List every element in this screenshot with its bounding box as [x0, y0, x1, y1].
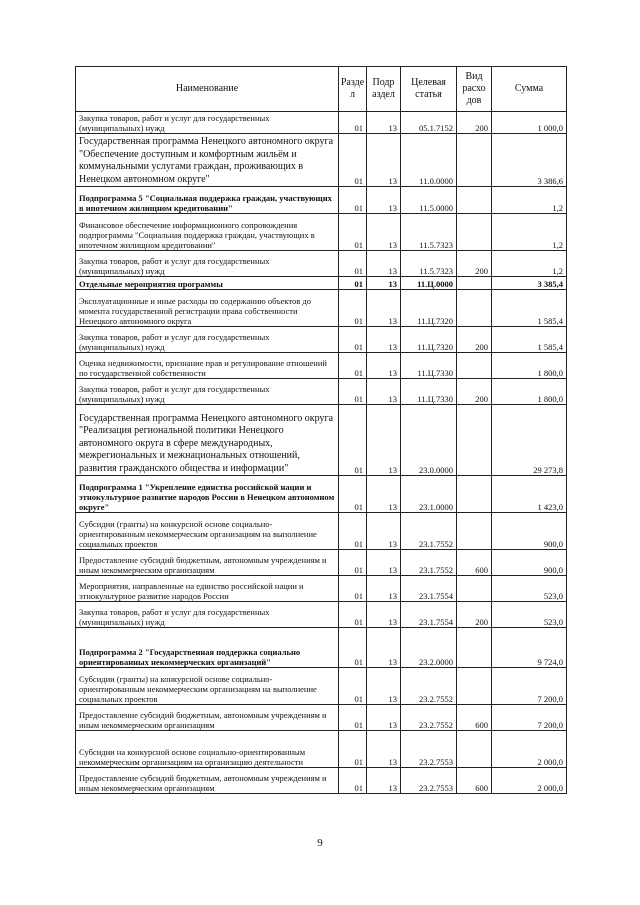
table-row — [76, 277, 567, 290]
cell-section: 01 — [339, 576, 367, 602]
cell-subsection: 13 — [367, 134, 401, 187]
table-row — [76, 668, 567, 705]
cell-target: 11.5.0000 — [401, 187, 457, 214]
cell-target: 23.0.0000 — [401, 405, 457, 476]
cell-sum: 7 200,0 — [492, 668, 567, 705]
cell-subsection: 13 — [367, 550, 401, 576]
cell-name: Закупка товаров, работ и услуг для государственных (муниципальных) нужд — [76, 327, 339, 353]
cell-type — [457, 134, 492, 187]
cell-sum: 523,0 — [492, 576, 567, 602]
cell-sum: 2 000,0 — [492, 768, 567, 794]
cell-type — [457, 513, 492, 550]
table-row — [76, 187, 567, 214]
cell-type — [457, 214, 492, 251]
table-row — [76, 768, 567, 794]
cell-name: Подпрограмма 5 "Социальная поддержка граждан, участвующих в ипотечном жилищном кредитовании" — [76, 187, 339, 214]
header-type: Вид расхо дов — [457, 67, 492, 112]
cell-section: 01 — [339, 214, 367, 251]
cell-subsection: 13 — [367, 214, 401, 251]
cell-sum: 9 724,0 — [492, 628, 567, 668]
cell-type: 200 — [457, 112, 492, 134]
cell-type — [457, 668, 492, 705]
header-name: Наименование — [76, 67, 339, 112]
cell-name: Предоставление субсидий бюджетным, автономным учреждениям и иным некоммерческим организациям — [76, 768, 339, 794]
cell-name: Закупка товаров, работ и услуг для государственных (муниципальных) нужд — [76, 251, 339, 277]
table-row — [76, 405, 567, 476]
cell-type: 200 — [457, 251, 492, 277]
cell-target: 23.1.0000 — [401, 476, 457, 513]
cell-type: 200 — [457, 379, 492, 405]
cell-type: 200 — [457, 602, 492, 628]
cell-name: Субсидии (гранты) на конкурсной основе социально-ориентированным некоммерческим организациям на выполнение социальных проектов — [76, 513, 339, 550]
cell-subsection: 13 — [367, 731, 401, 768]
cell-target: 11.Ц.7320 — [401, 290, 457, 327]
cell-section: 01 — [339, 112, 367, 134]
cell-name: Эксплуатационные и иные расходы по содержанию объектов до момента государственной регистрации права собственности Ненецкого автономного округа — [76, 290, 339, 327]
table-row — [76, 379, 567, 405]
cell-target: 23.1.7554 — [401, 576, 457, 602]
cell-type — [457, 353, 492, 379]
cell-target: 23.1.7552 — [401, 513, 457, 550]
cell-section: 01 — [339, 550, 367, 576]
table-row — [76, 214, 567, 251]
cell-subsection: 13 — [367, 768, 401, 794]
cell-subsection: 13 — [367, 705, 401, 731]
cell-type: 600 — [457, 768, 492, 794]
cell-target: 11.Ц.7330 — [401, 379, 457, 405]
table-row — [76, 602, 567, 628]
cell-subsection: 13 — [367, 251, 401, 277]
cell-subsection: 13 — [367, 290, 401, 327]
table-row — [76, 251, 567, 277]
cell-type: 200 — [457, 327, 492, 353]
cell-section: 01 — [339, 187, 367, 214]
cell-subsection: 13 — [367, 379, 401, 405]
cell-name: Закупка товаров, работ и услуг для государственных (муниципальных) нужд — [76, 602, 339, 628]
cell-subsection: 13 — [367, 277, 401, 290]
cell-target: 05.1.7152 — [401, 112, 457, 134]
table-row — [76, 513, 567, 550]
budget-table — [75, 66, 567, 794]
cell-name: Государственная программа Ненецкого автономного округа "Реализация региональной политики Ненецкого автономного округа в сфере международных, межрегиональных и межнациональных отношений, развития гражданского общества и информации" — [76, 405, 339, 476]
cell-target: 23.2.7552 — [401, 668, 457, 705]
cell-sum: 3 386,6 — [492, 134, 567, 187]
cell-name: Закупка товаров, работ и услуг для государственных (муниципальных) нужд — [76, 112, 339, 134]
cell-section: 01 — [339, 628, 367, 668]
cell-sum: 1 800,0 — [492, 353, 567, 379]
cell-section: 01 — [339, 513, 367, 550]
cell-type — [457, 290, 492, 327]
cell-type: 600 — [457, 550, 492, 576]
cell-sum: 1 000,0 — [492, 112, 567, 134]
cell-sum: 1 800,0 — [492, 379, 567, 405]
table-row — [76, 576, 567, 602]
cell-name: Оценка недвижимости, признание прав и регулирование отношений по государственной собственности — [76, 353, 339, 379]
cell-target: 23.2.7553 — [401, 731, 457, 768]
cell-sum: 7 200,0 — [492, 705, 567, 731]
cell-name: Субсидии (гранты) на конкурсной основе социально-ориентированным некоммерческим организациям на выполнение социальных проектов — [76, 668, 339, 705]
table-row — [76, 112, 567, 134]
cell-target: 23.2.0000 — [401, 628, 457, 668]
cell-subsection: 13 — [367, 576, 401, 602]
cell-type — [457, 576, 492, 602]
cell-subsection: 13 — [367, 476, 401, 513]
cell-subsection: 13 — [367, 112, 401, 134]
cell-target: 11.Ц.7330 — [401, 353, 457, 379]
cell-name: Субсидии на конкурсной основе социально-ориентированным некоммерческим организациям на организацию деятельности — [76, 731, 339, 768]
cell-type — [457, 628, 492, 668]
cell-section: 01 — [339, 476, 367, 513]
cell-subsection: 13 — [367, 353, 401, 379]
cell-type — [457, 476, 492, 513]
cell-target: 23.2.7553 — [401, 768, 457, 794]
cell-sum: 1,2 — [492, 214, 567, 251]
table-row — [76, 327, 567, 353]
cell-sum: 900,0 — [492, 513, 567, 550]
cell-sum: 900,0 — [492, 550, 567, 576]
cell-subsection: 13 — [367, 187, 401, 214]
table-row — [76, 731, 567, 768]
cell-target: 23.1.7554 — [401, 602, 457, 628]
cell-subsection: 13 — [367, 668, 401, 705]
table-row — [76, 290, 567, 327]
cell-section: 01 — [339, 277, 367, 290]
cell-section: 01 — [339, 668, 367, 705]
table-row — [76, 476, 567, 513]
cell-subsection: 13 — [367, 513, 401, 550]
header-sum: Сумма — [492, 67, 567, 112]
cell-sum: 3 385,4 — [492, 277, 567, 290]
cell-target: 11.5.7323 — [401, 251, 457, 277]
cell-sum: 29 273,8 — [492, 405, 567, 476]
cell-type — [457, 277, 492, 290]
cell-target: 11.Ц.0000 — [401, 277, 457, 290]
header-row — [76, 67, 567, 112]
cell-name: Финансовое обеспечение информационного сопровождения подпрограммы "Социальная поддержка граждан, участвующих в ипотечном жилищном кредитовании" — [76, 214, 339, 251]
cell-target: 11.5.7323 — [401, 214, 457, 251]
cell-sum: 1 585,4 — [492, 327, 567, 353]
table-row — [76, 550, 567, 576]
header-target: Целевая статья — [401, 67, 457, 112]
cell-section: 01 — [339, 353, 367, 379]
cell-section: 01 — [339, 379, 367, 405]
cell-sum: 1,2 — [492, 187, 567, 214]
cell-subsection: 13 — [367, 602, 401, 628]
page-number: 9 — [317, 837, 323, 849]
cell-name: Мероприятия, направленные на единство российской нации и этнокультурное развитие народов России — [76, 576, 339, 602]
header-subsection: Подр аздел — [367, 67, 401, 112]
cell-name: Закупка товаров, работ и услуг для государственных (муниципальных) нужд — [76, 379, 339, 405]
cell-target: 23.1.7552 — [401, 550, 457, 576]
cell-name: Предоставление субсидий бюджетным, автономным учреждениям и иным некоммерческим организациям — [76, 705, 339, 731]
cell-section: 01 — [339, 290, 367, 327]
cell-type: 600 — [457, 705, 492, 731]
table-row — [76, 705, 567, 731]
cell-subsection: 13 — [367, 327, 401, 353]
cell-section: 01 — [339, 405, 367, 476]
cell-sum: 1 585,4 — [492, 290, 567, 327]
cell-type — [457, 731, 492, 768]
cell-name: Государственная программа Ненецкого автономного округа "Обеспечение доступным и комфортным жильём и коммунальными услугами граждан, проживающих в Ненецком автономном округе" — [76, 134, 339, 187]
cell-target: 23.2.7552 — [401, 705, 457, 731]
cell-name: Отдельные мероприятия программы — [76, 277, 339, 290]
cell-section: 01 — [339, 731, 367, 768]
table-row — [76, 134, 567, 187]
cell-sum: 1,2 — [492, 251, 567, 277]
cell-sum: 2 000,0 — [492, 731, 567, 768]
cell-type — [457, 187, 492, 214]
cell-sum: 523,0 — [492, 602, 567, 628]
cell-name: Подпрограмма 2 "Государственная поддержка социально ориентированных некоммерческих организаций" — [76, 628, 339, 668]
cell-sum: 1 423,0 — [492, 476, 567, 513]
cell-name: Предоставление субсидий бюджетным, автономным учреждениям и иным некоммерческим организациям — [76, 550, 339, 576]
cell-section: 01 — [339, 602, 367, 628]
table-row — [76, 353, 567, 379]
cell-subsection: 13 — [367, 628, 401, 668]
cell-section: 01 — [339, 134, 367, 187]
cell-section: 01 — [339, 705, 367, 731]
cell-subsection: 13 — [367, 405, 401, 476]
cell-section: 01 — [339, 768, 367, 794]
header-section: Разде л — [339, 67, 367, 112]
table-row — [76, 628, 567, 668]
cell-target: 11.0.0000 — [401, 134, 457, 187]
cell-section: 01 — [339, 327, 367, 353]
cell-target: 11.Ц.7320 — [401, 327, 457, 353]
cell-section: 01 — [339, 251, 367, 277]
cell-name: Подпрограмма 1 "Укрепление единства российской нации и этнокультурное развитие народов России в Ненецком автономном округе" — [76, 476, 339, 513]
cell-type — [457, 405, 492, 476]
